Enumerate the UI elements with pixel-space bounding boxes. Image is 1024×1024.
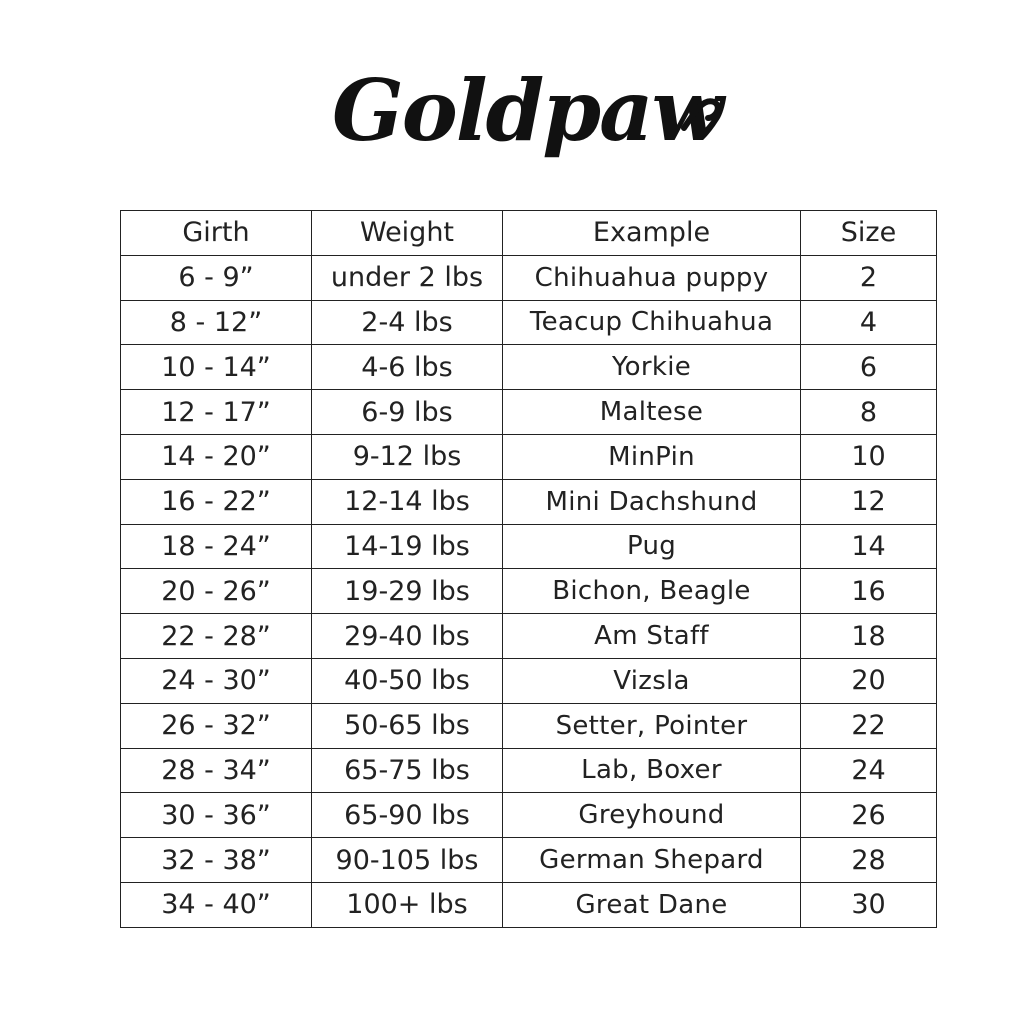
table-row bbox=[121, 838, 937, 883]
table-header-row bbox=[121, 211, 937, 256]
cell-size: 10 bbox=[801, 434, 937, 479]
cell-weight: 19-29 lbs bbox=[312, 569, 503, 614]
cell-example: MinPin bbox=[503, 434, 801, 479]
cell-weight: 2-4 lbs bbox=[312, 300, 503, 345]
cell-size: 18 bbox=[801, 614, 937, 659]
table-row bbox=[121, 703, 937, 748]
table-row bbox=[121, 569, 937, 614]
table-body bbox=[121, 255, 937, 927]
header-girth: Girth bbox=[121, 211, 312, 256]
cell-example: Teacup Chihuahua bbox=[503, 300, 801, 345]
cell-girth: 18 - 24” bbox=[121, 524, 312, 569]
cell-girth: 28 - 34” bbox=[121, 748, 312, 793]
cell-size: 4 bbox=[801, 300, 937, 345]
header-size: Size bbox=[801, 211, 937, 256]
header-example: Example bbox=[503, 211, 801, 256]
cell-girth: 22 - 28” bbox=[121, 614, 312, 659]
cell-weight: 9-12 lbs bbox=[312, 434, 503, 479]
cell-example: Setter, Pointer bbox=[503, 703, 801, 748]
table-row bbox=[121, 434, 937, 479]
size-chart-table bbox=[120, 210, 937, 928]
cell-example: Vizsla bbox=[503, 658, 801, 703]
cell-size: 6 bbox=[801, 345, 937, 390]
table-row bbox=[121, 793, 937, 838]
cell-girth: 30 - 36” bbox=[121, 793, 312, 838]
table-row bbox=[121, 255, 937, 300]
cell-size: 22 bbox=[801, 703, 937, 748]
cell-weight: under 2 lbs bbox=[312, 255, 503, 300]
cell-girth: 32 - 38” bbox=[121, 838, 312, 883]
cell-weight: 65-75 lbs bbox=[312, 748, 503, 793]
cell-girth: 34 - 40” bbox=[121, 882, 312, 927]
table-row bbox=[121, 524, 937, 569]
cell-size: 12 bbox=[801, 479, 937, 524]
cell-example: Lab, Boxer bbox=[503, 748, 801, 793]
cell-girth: 8 - 12” bbox=[121, 300, 312, 345]
cell-weight: 29-40 lbs bbox=[312, 614, 503, 659]
cell-weight: 100+ lbs bbox=[312, 882, 503, 927]
cell-weight: 40-50 lbs bbox=[312, 658, 503, 703]
cell-example: Maltese bbox=[503, 390, 801, 435]
cell-girth: 6 - 9” bbox=[121, 255, 312, 300]
header-weight: Weight bbox=[312, 211, 503, 256]
cell-weight: 50-65 lbs bbox=[312, 703, 503, 748]
cell-weight: 6-9 lbs bbox=[312, 390, 503, 435]
cell-example: Yorkie bbox=[503, 345, 801, 390]
cell-weight: 12-14 lbs bbox=[312, 479, 503, 524]
brand-name: Goldpaw bbox=[332, 61, 722, 160]
cell-example: Chihuahua puppy bbox=[503, 255, 801, 300]
goldpaw-logo bbox=[312, 40, 732, 190]
cell-size: 2 bbox=[801, 255, 937, 300]
cell-example: Greyhound bbox=[503, 793, 801, 838]
cell-weight: 90-105 lbs bbox=[312, 838, 503, 883]
cell-size: 20 bbox=[801, 658, 937, 703]
table-row bbox=[121, 479, 937, 524]
cell-size: 26 bbox=[801, 793, 937, 838]
cell-girth: 12 - 17” bbox=[121, 390, 312, 435]
table-row bbox=[121, 658, 937, 703]
cell-weight: 65-90 lbs bbox=[312, 793, 503, 838]
cell-girth: 14 - 20” bbox=[121, 434, 312, 479]
cell-example: Pug bbox=[503, 524, 801, 569]
table-row bbox=[121, 390, 937, 435]
cell-weight: 4-6 lbs bbox=[312, 345, 503, 390]
cell-size: 14 bbox=[801, 524, 937, 569]
table-row bbox=[121, 300, 937, 345]
cell-girth: 10 - 14” bbox=[121, 345, 312, 390]
table-row bbox=[121, 882, 937, 927]
cell-size: 30 bbox=[801, 882, 937, 927]
cell-weight: 14-19 lbs bbox=[312, 524, 503, 569]
cell-size: 16 bbox=[801, 569, 937, 614]
cell-girth: 24 - 30” bbox=[121, 658, 312, 703]
cell-example: Great Dane bbox=[503, 882, 801, 927]
table-row bbox=[121, 614, 937, 659]
cell-example: Bichon, Beagle bbox=[503, 569, 801, 614]
cell-example: Am Staff bbox=[503, 614, 801, 659]
cell-girth: 26 - 32” bbox=[121, 703, 312, 748]
cell-size: 28 bbox=[801, 838, 937, 883]
cell-size: 8 bbox=[801, 390, 937, 435]
cell-girth: 16 - 22” bbox=[121, 479, 312, 524]
cell-size: 24 bbox=[801, 748, 937, 793]
goldpaw-logo-wordmark bbox=[312, 40, 732, 190]
cell-girth: 20 - 26” bbox=[121, 569, 312, 614]
table-row bbox=[121, 748, 937, 793]
table-row bbox=[121, 345, 937, 390]
cell-example: German Shepard bbox=[503, 838, 801, 883]
cell-example: Mini Dachshund bbox=[503, 479, 801, 524]
